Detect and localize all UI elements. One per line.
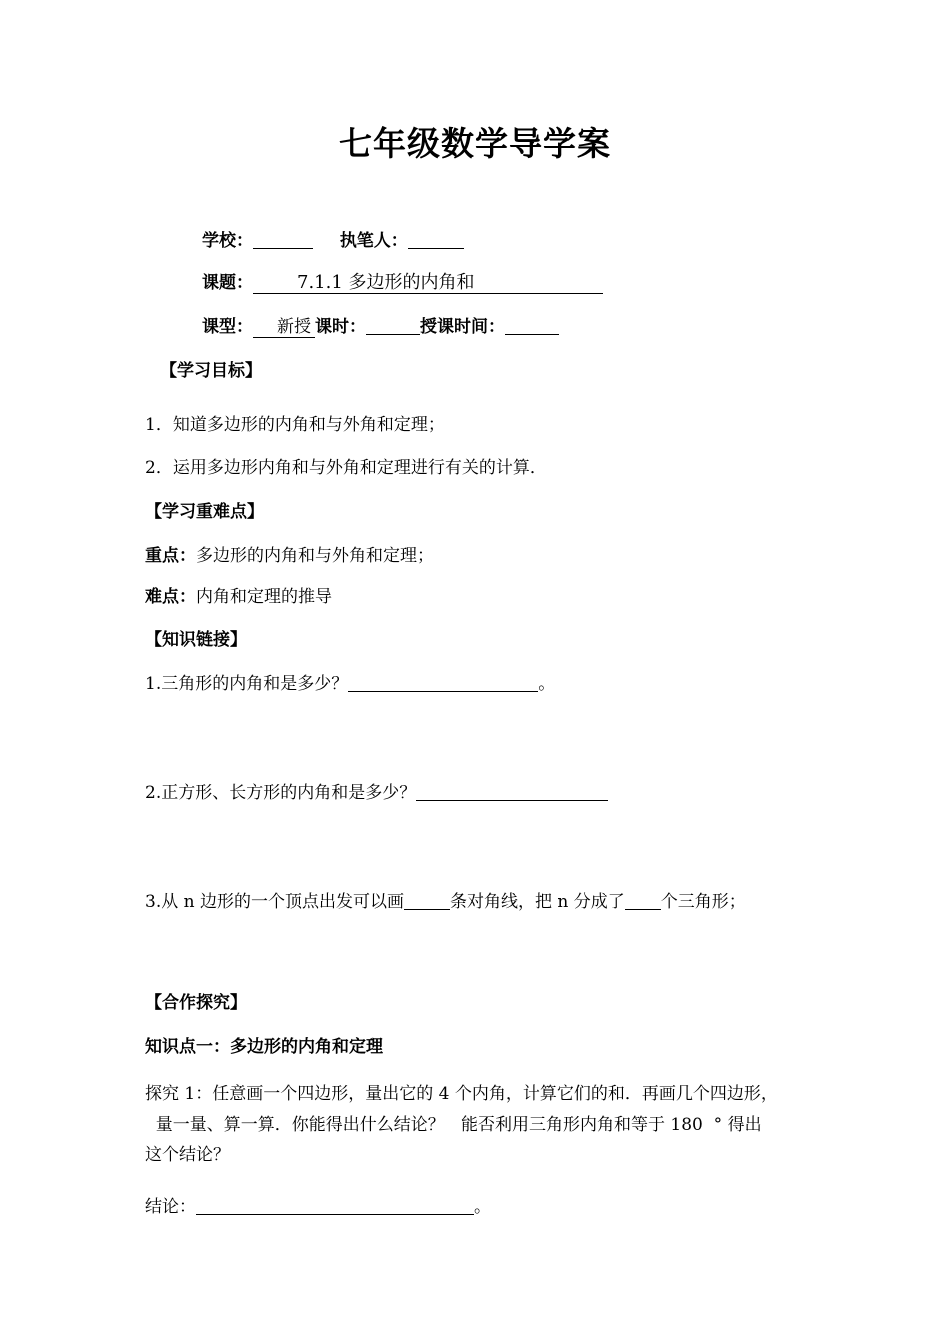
objectives-heading: 【学习目标】: [160, 361, 262, 381]
knowledge-link-heading: 【知识链接】: [145, 630, 247, 650]
knowledge-point-1: 知识点一：多边形的内角和定理: [145, 1037, 383, 1057]
question-3: [145, 887, 746, 912]
time-label: 授课时间：: [420, 317, 505, 337]
key-points-heading: 【学习重难点】: [145, 502, 264, 522]
difficult-point-row: [145, 582, 332, 607]
period-blank[interactable]: [366, 317, 420, 335]
explore-1-line-2: 量一量、算一算．你能得出什么结论？ 能否利用三角形内角和等于 180 ° 得出: [145, 1115, 762, 1135]
question-2-text: 2.正方形、长方形的内角和是多少？: [145, 783, 417, 803]
question-1-text: 1.三角形的内角和是多少？: [145, 674, 349, 694]
topic-value: 7.1.1 多边形的内角和: [253, 273, 603, 294]
topic-label: 课题：: [202, 273, 253, 293]
school-author-row: [202, 226, 464, 251]
cooperation-heading: 【合作探究】: [145, 993, 247, 1013]
conclusion-blank[interactable]: [196, 1197, 474, 1215]
school-label: 学校：: [202, 231, 253, 251]
conclusion-label: 结论：: [145, 1197, 196, 1217]
question-3-text-c: 个三角形；: [660, 892, 746, 912]
key-point-row: [145, 541, 434, 566]
question-2: [145, 778, 608, 803]
question-2-blank[interactable]: [416, 783, 608, 801]
conclusion-row: [145, 1192, 491, 1217]
explore-1-line-3: 这个结论？: [145, 1145, 230, 1165]
topic-row: [202, 268, 603, 294]
type-label: 课型：: [202, 317, 253, 337]
difficult-label: 难点：: [145, 587, 196, 607]
school-blank[interactable]: [253, 231, 313, 249]
question-3-text-b: 条对角线，把 n 分成了: [449, 892, 625, 912]
period-label: 课时：: [315, 317, 366, 337]
author-blank[interactable]: [408, 231, 464, 249]
conclusion-end: 。: [474, 1197, 491, 1217]
objective-item-1: 1．知道多边形的内角和与外角和定理；: [145, 415, 445, 435]
author-label: 执笔人：: [339, 231, 408, 251]
question-1: [145, 669, 555, 694]
objective-item-2: 2．运用多边形内角和与外角和定理进行有关的计算．: [145, 458, 547, 478]
question-1-end: 。: [538, 674, 556, 694]
page-title: 七年级数学导学案: [339, 124, 611, 163]
type-value: 新授: [253, 317, 315, 338]
diagonal-count-blank[interactable]: [404, 892, 450, 910]
time-blank[interactable]: [505, 317, 559, 335]
explore-1-line-1: 探究 1：任意画一个四边形，量出它的 4 个内角，计算它们的和．再画几个四边形，: [145, 1084, 778, 1104]
question-1-blank[interactable]: [348, 674, 538, 692]
type-row: [202, 312, 559, 338]
key-label: 重点：: [145, 546, 196, 566]
triangle-count-blank[interactable]: [625, 892, 661, 910]
key-text: 多边形的内角和与外角和定理；: [196, 546, 434, 566]
question-3-text-a: 3.从 n 边形的一个顶点出发可以画: [145, 892, 404, 912]
difficult-text: 内角和定理的推导: [196, 587, 332, 607]
